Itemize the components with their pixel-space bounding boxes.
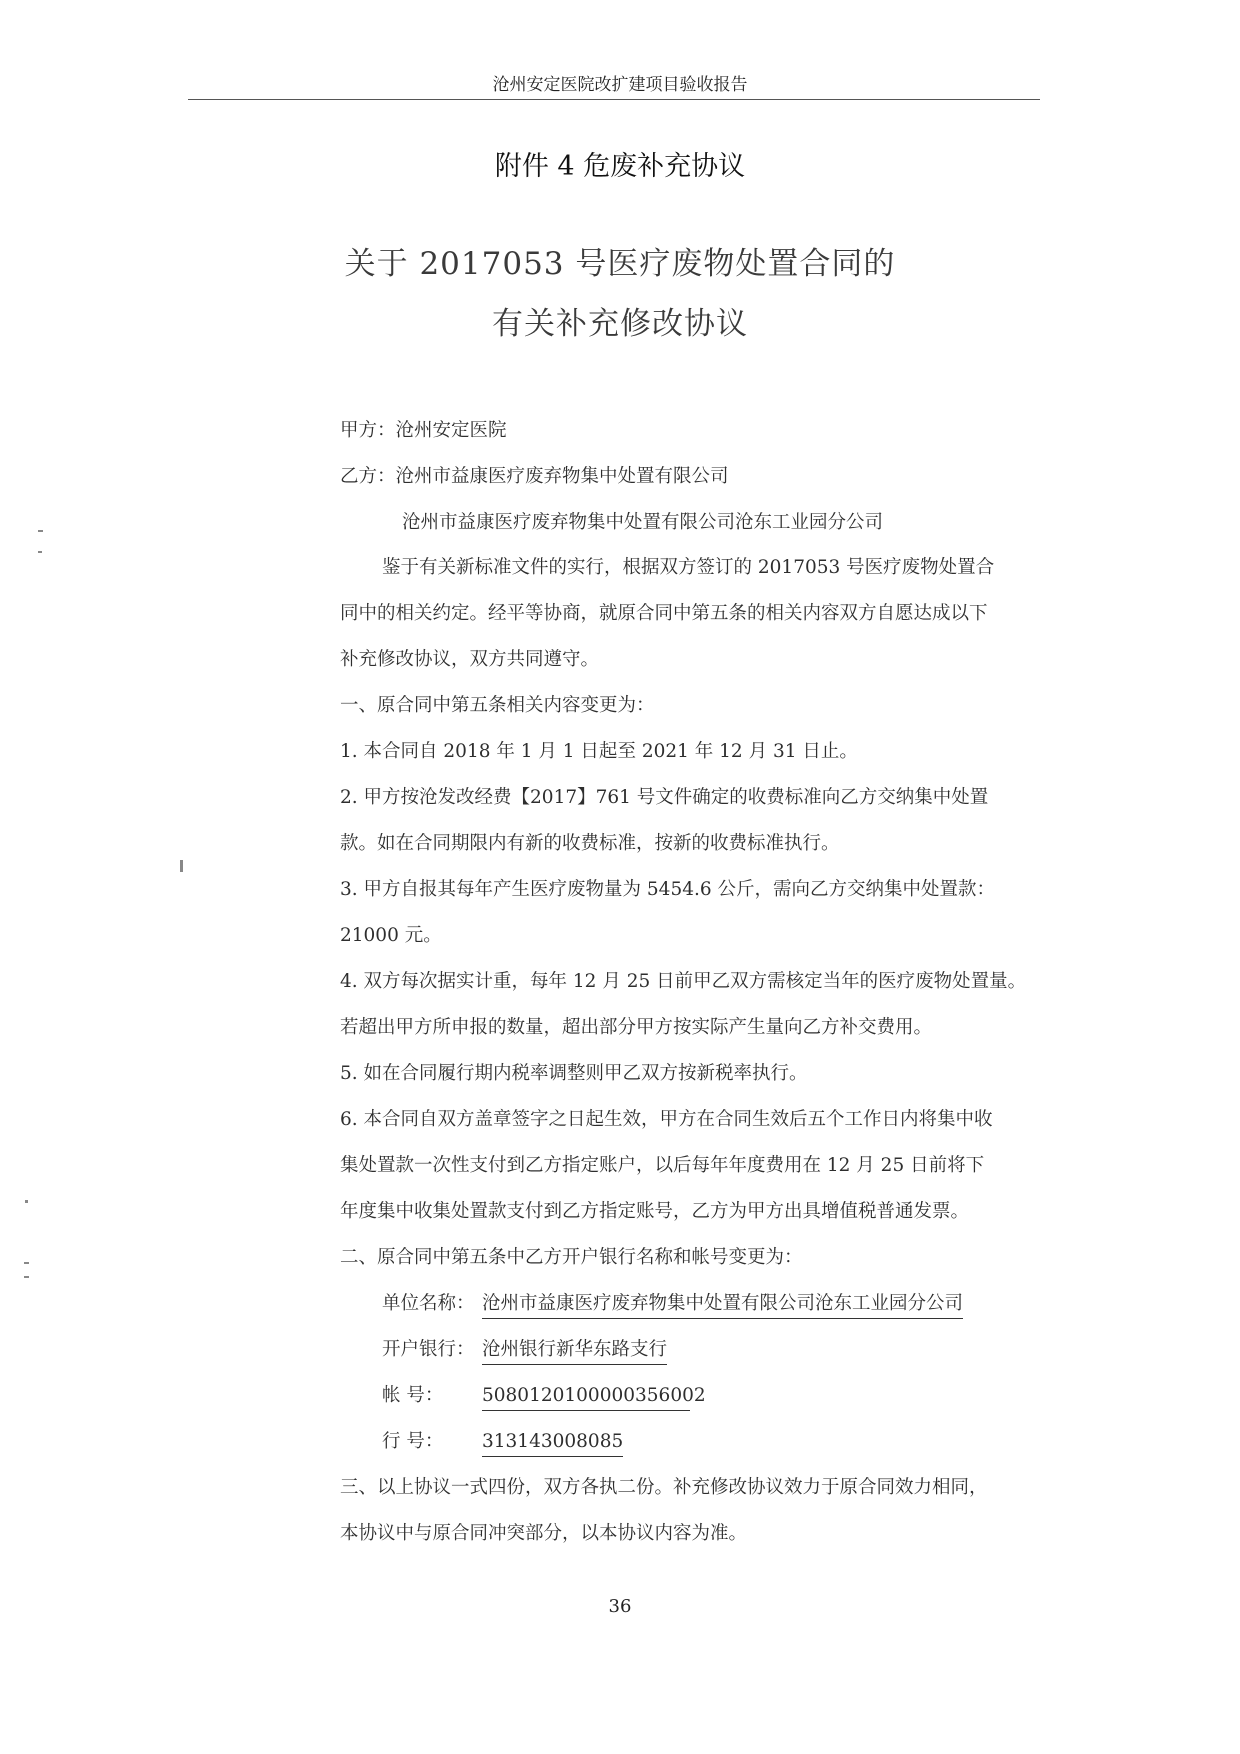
clause-line: 5. 如在合同履行期内税率调整则甲乙双方按新税率执行。: [340, 1063, 808, 1084]
unit-name-value: 沧州市益康医疗废弃物集中处置有限公司沧东工业园分公司: [482, 1291, 963, 1319]
attachment-title: 附件 4 危废补充协议: [494, 151, 746, 182]
unit-name-label: 单位名称：: [382, 1293, 475, 1314]
preamble-line: 同中的相关约定。经平等协商，就原合同中第五条的相关内容双方自愿达成以下: [340, 603, 988, 624]
running-header: 沧州安定医院改扩建项目验收报告: [492, 75, 748, 95]
party-b-branch: 沧州市益康医疗废弃物集中处置有限公司沧东工业园分公司: [402, 512, 884, 533]
clause-line: 3. 甲方自报其每年产生医疗废物量为 5454.6 公斤，需向乙方交纳集中处置款：: [340, 879, 996, 900]
clause-line: 款。如在合同期限内有新的收费标准，按新的收费标准执行。: [340, 833, 840, 854]
scan-mark: [24, 1262, 29, 1264]
clause-line: 年度集中收集处置款支付到乙方指定账号，乙方为甲方出具增值税普通发票。: [340, 1201, 970, 1222]
section-1-heading: 一、原合同中第五条相关内容变更为：: [340, 695, 655, 716]
bank-code-label: 行 号：: [382, 1431, 444, 1452]
clause-line: 集处置款一次性支付到乙方指定账户，以后每年年度费用在 12 月 25 日前将下: [340, 1155, 985, 1176]
scan-mark: [38, 551, 42, 553]
scan-mark: [38, 530, 43, 532]
bank-code-value: 313143008085: [482, 1429, 623, 1457]
party-a: 甲方：沧州安定医院: [340, 420, 507, 441]
section-3-line: 本协议中与原合同冲突部分，以本协议内容为准。: [340, 1523, 748, 1544]
clause-line: 1. 本合同自 2018 年 1 月 1 日起至 2021 年 12 月 31 日止。: [340, 741, 858, 762]
preamble-line: 鉴于有关新标准文件的实行，根据双方签订的 2017053 号医疗废物处置合: [382, 557, 995, 578]
clause-line: 6. 本合同自双方盖章签字之日起生效，甲方在合同生效后五个工作日内将集中收: [340, 1109, 993, 1130]
scan-mark: [25, 1200, 28, 1203]
scan-mark: [24, 1276, 29, 1278]
section-3-line: 三、以上协议一式四份，双方各执二份。补充修改协议效力于原合同效力相同，: [340, 1477, 988, 1498]
agreement-title-line-2: 有关补充修改协议: [492, 306, 748, 342]
clause-line: 若超出甲方所申报的数量，超出部分甲方按实际产生量向乙方补交费用。: [340, 1017, 933, 1038]
account-number-label: 帐 号：: [382, 1385, 444, 1406]
clause-line: 2. 甲方按沧发改经费【2017】761 号文件确定的收费标准向乙方交纳集中处置: [340, 787, 989, 808]
account-number-value: 508012010000035600​2: [482, 1383, 690, 1411]
page-number: 36: [608, 1596, 632, 1617]
clause-line: 4. 双方每次据实计重，每年 12 月 25 日前甲乙双方需核定当年的医疗废物处置量。: [340, 971, 1027, 992]
section-2-heading: 二、原合同中第五条中乙方开户银行名称和帐号变更为：: [340, 1247, 803, 1268]
preamble-line: 补充修改协议，双方共同遵守。: [340, 649, 600, 670]
agreement-title-line-1: 关于 2017053 号医疗废物处置合同的: [344, 246, 896, 282]
header-rule: [188, 99, 1040, 100]
party-b: 乙方：沧州市益康医疗废弃物集中处置有限公司: [340, 466, 729, 487]
clause-line: 21000 元。: [340, 925, 442, 946]
bank-name-label: 开户银行：: [382, 1339, 475, 1360]
scan-mark: [180, 860, 183, 872]
bank-name-value: 沧州银行新华东路支行: [482, 1337, 667, 1365]
